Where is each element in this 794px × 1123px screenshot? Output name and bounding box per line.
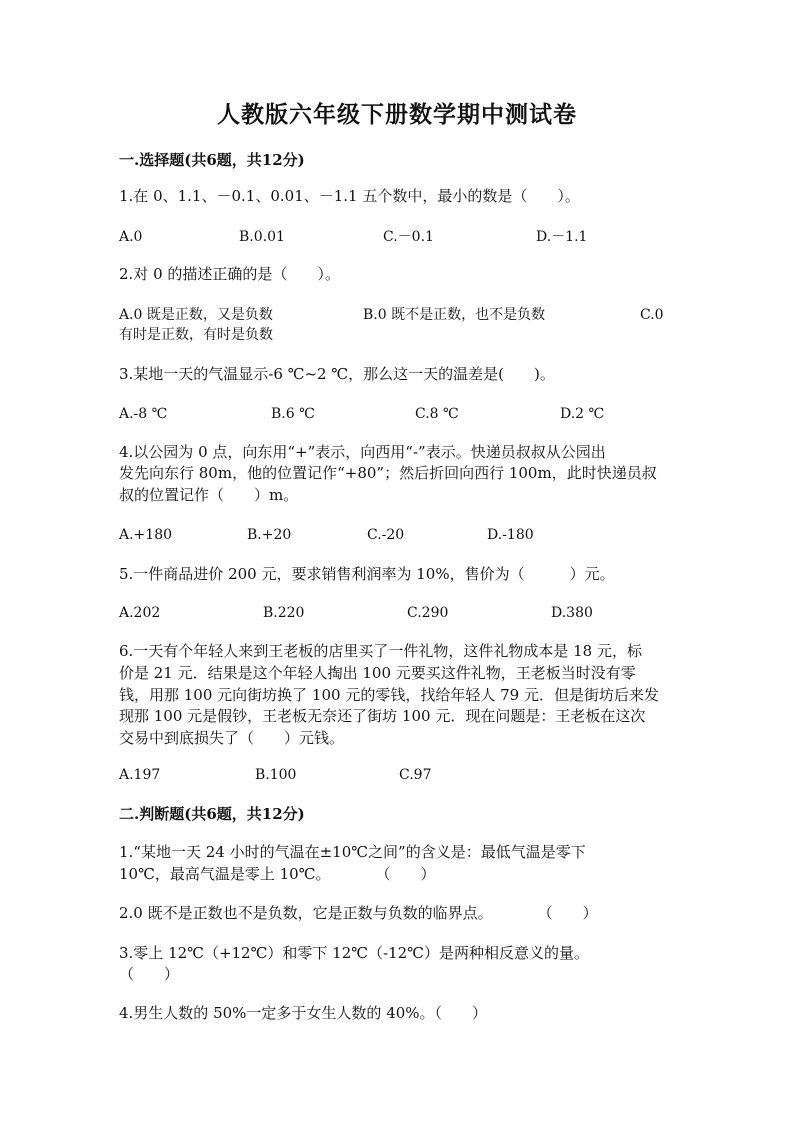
question-6-option-a: A.197 — [119, 767, 161, 783]
question-3-option-b: B.6 ℃ — [271, 406, 315, 422]
question-2-text: 2.对 0 的描述正确的是（ ）。 — [119, 265, 340, 283]
question-5-option-a: A.202 — [119, 605, 161, 621]
question-3-option-d: D.2 ℃ — [560, 406, 605, 422]
question-5-option-b: B.220 — [263, 605, 305, 621]
question-1-option-a: A.0 — [119, 229, 143, 245]
judge-3-line-1: 3.零上 12℃（+12℃）和零下 12℃（-12℃）是两种相反意义的量。 — [119, 944, 589, 962]
question-4-option-b: B.+20 — [247, 527, 292, 543]
question-6-line-3: 钱，用那 100 元向街坊换了 100 元的零钱，找给年轻人 79 元．但是街坊后来发 — [119, 686, 659, 704]
question-2-option-b: B.0 既不是正数，也不是负数 — [363, 307, 546, 323]
question-3-option-c: C.8 ℃ — [415, 406, 459, 422]
question-1-text: 1.在 0、1.1、－0.1、0.01、－1.1 五个数中，最小的数是（ ）。 — [119, 187, 580, 205]
question-6-line-2: 价是 21 元．结果是这个年轻人掏出 100 元要买这件礼物，王老板当时没有零 — [119, 664, 636, 682]
judge-3-line-2: （ ） — [119, 965, 180, 983]
judge-4-line-1: 4.男生人数的 50%一定多于女生人数的 40%。（ ） — [119, 1004, 488, 1022]
question-1-option-c: C.－0.1 — [383, 229, 434, 245]
question-5-option-c: C.290 — [407, 605, 449, 621]
judge-2-line-1: 2.0 既不是正数也不是负数，它是正数与负数的临界点。 （ ） — [119, 904, 598, 922]
question-6-line-5: 交易中到底损失了（ ）元钱。 — [119, 729, 345, 747]
question-4-line-3: 叔的位置记作（ ）m。 — [119, 486, 299, 504]
question-2-option-c: C.0 — [640, 307, 664, 323]
page-title: 人教版六年级下册数学期中测试卷 — [217, 101, 577, 128]
question-6-option-b: B.100 — [255, 767, 297, 783]
question-2-option-c-cont: 有时是正数，有时是负数 — [119, 327, 273, 343]
question-5-text: 5.一件商品进价 200 元，要求销售利润率为 10%，售价为（ ）元。 — [119, 565, 615, 583]
section-header-choice: 一.选择题(共6题，共12分) — [119, 151, 305, 169]
question-3-text: 3.某地一天的气温显示-6 ℃~2 ℃，那么这一天的温差是( )。 — [119, 365, 555, 383]
question-5-option-d: D.380 — [551, 605, 593, 621]
question-6-option-c: C.97 — [399, 767, 432, 783]
judge-1-line-2: 10℃，最高气温是零上 10℃。 （ ） — [119, 865, 436, 883]
question-4-option-d: D.-180 — [487, 527, 534, 543]
question-4-line-1: 4.以公园为 0 点，向东用“+”表示，向西用“-”表示。快递员叔叔从公园出 — [119, 443, 606, 461]
question-4-line-2: 发先向东行 80m，他的位置记作“+80”；然后折回向西行 100m，此时快递员叔 — [119, 464, 657, 482]
question-4-option-a: A.+180 — [119, 527, 173, 543]
question-3-option-a: A.-8 ℃ — [119, 406, 168, 422]
question-2-option-a: A.0 既是正数，又是负数 — [119, 307, 273, 323]
question-1-option-d: D.－1.1 — [536, 229, 588, 245]
question-1-option-b: B.0.01 — [239, 229, 285, 245]
question-4-option-c: C.-20 — [367, 527, 405, 543]
question-6-line-4: 现那 100 元是假钞，王老板无奈还了街坊 100 元．现在问题是：王老板在这次 — [119, 707, 646, 725]
question-6-line-1: 6.一天有个年轻人来到王老板的店里买了一件礼物，这件礼物成本是 18 元，标 — [119, 642, 642, 660]
section-header-judge: 二.判断题(共6题，共12分) — [119, 805, 305, 823]
judge-1-line-1: 1.“某地一天 24 小时的气温在±10℃之间”的含义是：最低气温是零下 — [119, 843, 586, 861]
